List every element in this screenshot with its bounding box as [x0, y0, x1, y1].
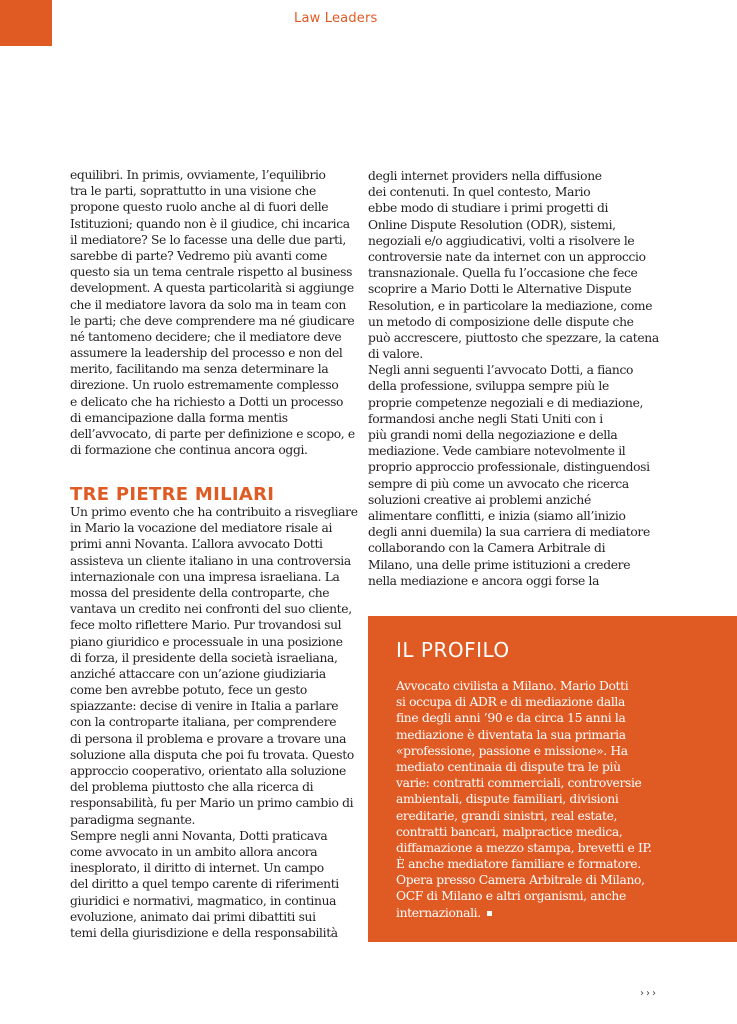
text-line: development. A questa particolarità si aggiunge — [70, 281, 354, 296]
text-line: dei contenuti. In quel contesto, Mario — [368, 185, 591, 200]
text-line: Milano, una delle prime istituzioni a credere — [368, 557, 631, 572]
text-line: di forza, il presidente della società israeliana, — [70, 650, 338, 665]
profile-text-line: OCF di Milano e altri organismi, anche — [396, 889, 626, 904]
profile-title: IL PROFILO — [396, 638, 510, 662]
right-column-text — [368, 168, 659, 589]
text-line: come ben avrebbe potuto, fece un gesto — [70, 683, 307, 698]
section-title: TRE PIETRE MILIARI — [70, 484, 275, 505]
text-line: di valore. — [368, 347, 423, 362]
text-line: il mediatore? Se lo facesse una delle due parti, — [70, 232, 346, 247]
text-line: degli anni duemila) la sua carriera di mediatore — [368, 525, 650, 540]
text-line: dell’avvocato, di parte per definizione e scopo, e — [70, 427, 355, 441]
text-line: di formazione che continua ancora oggi. — [70, 443, 308, 458]
text-line: Negli anni seguenti l’avvocato Dotti, a fianco — [368, 363, 634, 378]
text-line: alimentare conflitti, e inizia (siamo all’inizio — [368, 508, 626, 523]
text-line: più grandi nomi della negoziazione e della — [368, 428, 618, 442]
text-line: un metodo di composizione delle dispute che — [368, 314, 634, 329]
text-line: della professione, sviluppa sempre più le — [368, 379, 609, 394]
text-line: direzione. Un ruolo estremamente complesso — [70, 378, 339, 393]
text-line: spiazzante: decise di venire in Italia a parlare — [70, 699, 339, 714]
text-line: temi della giurisdizione e della responsabilità — [70, 925, 338, 940]
end-of-article-square-icon — [487, 911, 492, 916]
text-line: internazionale con una impresa israeliana. La — [70, 569, 340, 584]
text-line: tra le parti, soprattutto in una visione che — [70, 184, 316, 199]
text-line: evoluzione, animato dai primi dibattiti sui — [70, 909, 316, 924]
text-line: sarebbe di parte? Vedremo più avanti come — [70, 248, 328, 263]
text-line: Un primo evento che ha contribuito a risvegliare — [70, 505, 358, 519]
profile-text-line: internazionali. — [396, 905, 726, 921]
text-line: controversie nate da internet con un approccio — [368, 249, 646, 264]
text-line: Online Dispute Resolution (ODR), sistemi, — [368, 217, 616, 232]
profile-text-line: Opera presso Camera Arbitrale di Milano, — [396, 873, 645, 888]
text-line: nella mediazione e ancora oggi forse la — [368, 573, 600, 588]
text-line: Resolution, e in particolare la mediazione, come — [368, 298, 653, 313]
text-line: di emancipazione dalla forma mentis — [70, 410, 288, 425]
text-line: vantava un credito nei confronti del suo cliente, — [70, 602, 352, 617]
profile-text-line: mediazione è diventata la sua primaria — [396, 727, 626, 742]
text-line: che il mediatore lavora da solo ma in team con — [70, 297, 346, 312]
text-line: in Mario la vocazione del mediatore risale ai — [70, 521, 333, 536]
profile-text-line: fine degli anni ’90 e da circa 15 anni la — [396, 711, 626, 726]
text-line: con la controparte italiana, per comprendere — [70, 715, 337, 730]
text-line: approccio cooperativo, orientato alla soluzione — [70, 764, 346, 778]
text-line: inesplorato, il diritto di internet. Un campo — [70, 861, 324, 876]
text-line: come avvocato in un ambito allora ancora — [70, 844, 318, 859]
profile-text-line: varie: contratti commerciali, controversie — [396, 776, 642, 791]
text-line: proprio approccio professionale, distinguendosi — [368, 460, 650, 475]
text-line: anziché attaccare con un’azione giudiziaria — [70, 666, 326, 681]
text-line: collaborando con la Camera Arbitrale di — [368, 541, 606, 556]
left-column-top-text — [70, 167, 355, 458]
profile-text-line: «professione, passione e missione». Ha — [396, 743, 628, 758]
profile-text-line: diffamazione a mezzo stampa, brevetti e IP. — [396, 840, 652, 855]
text-line: formandosi anche negli Stati Uniti con i — [368, 411, 603, 426]
text-line: primi anni Novanta. L’allora avvocato Dotti — [70, 537, 323, 552]
text-line: soluzione alla disputa che poi fu trovata. Questo — [70, 747, 354, 762]
text-line: degli internet providers nella diffusione — [368, 169, 602, 183]
next-page-arrows-icon[interactable]: ››› — [640, 988, 658, 999]
text-line: merito, facilitando ma senza determinare la — [70, 362, 329, 377]
text-line: paradigma segnante. — [70, 812, 196, 827]
text-line: Istituzioni; quando non è il giudice, chi incarica — [70, 216, 350, 231]
profile-text-line: contratti bancari, malpractice medica, — [396, 824, 623, 839]
text-line: del problema piuttosto che alla ricerca di — [70, 780, 314, 795]
text-line: transnazionale. Quella fu l’occasione che fece — [368, 266, 638, 281]
text-line: equilibri. In primis, ovviamente, l’equilibrio — [70, 168, 326, 182]
text-line: può accrescere, piuttosto che spezzare, la catena — [368, 330, 659, 345]
text-line: soluzioni creative ai problemi anziché — [368, 492, 591, 507]
text-line: assumere la leadership del processo e non del — [70, 346, 343, 361]
profile-text-line: ereditarie, grandi sinistri, real estate, — [396, 808, 618, 823]
text-line: negoziali e/o aggiudicativi, volti a risolvere le — [368, 233, 635, 248]
profile-text-line: È anche mediatore familiare e formatore. — [396, 857, 641, 872]
profile-text-line: Avvocato civilista a Milano. Mario Dotti — [396, 679, 629, 693]
text-line: le parti; che deve comprendere ma né giudicare — [70, 313, 355, 328]
profile-box — [368, 616, 737, 942]
text-line: e delicato che ha richiesto a Dotti un processo — [70, 394, 344, 409]
text-line: scoprire a Mario Dotti le Alternative Dispute — [368, 282, 632, 297]
text-line: responsabilità, fu per Mario un primo cambio di — [70, 796, 354, 811]
text-line: mossa del presidente della controparte, che — [70, 585, 330, 600]
text-line: del diritto a quel tempo carente di riferimenti — [70, 877, 339, 892]
text-line: di persona il problema e provare a trovare una — [70, 731, 347, 746]
text-line: propone questo ruolo anche al di fuori delle — [70, 200, 329, 215]
profile-text-line: si occupa di ADR e di mediazione dalla — [396, 695, 625, 710]
text-line: mediazione. Vede cambiare notevolmente il — [368, 444, 626, 459]
left-column-bottom-text — [70, 504, 358, 941]
profile-body-text — [396, 678, 726, 921]
text-line: proprie competenze negoziali e di mediazione, — [368, 395, 644, 410]
text-line: piano giuridico e processuale in una posizione — [70, 634, 343, 649]
text-line: sempre di più come un avvocato che ricerca — [368, 476, 629, 491]
text-line: ebbe modo di studiare i primi progetti di — [368, 201, 609, 216]
text-line: Sempre negli anni Novanta, Dotti praticava — [70, 828, 328, 843]
text-line: fece molto riflettere Mario. Pur trovandosi sul — [70, 618, 342, 633]
text-line: né tantomeno decidere; che il mediatore deve — [70, 329, 342, 344]
text-line: giuridici e normativi, magmatico, in continua — [70, 893, 337, 908]
profile-text-line: mediato centinaia di dispute tra le più — [396, 759, 621, 774]
text-line: assisteva un cliente italiano in una controversia — [70, 553, 351, 568]
running-header-publication: Law Leaders — [294, 11, 378, 26]
profile-text-line: ambientali, dispute familiari, divisioni — [396, 792, 619, 807]
text-line: questo sia un tema centrale rispetto al business — [70, 265, 353, 280]
corner-accent-block — [0, 0, 52, 46]
